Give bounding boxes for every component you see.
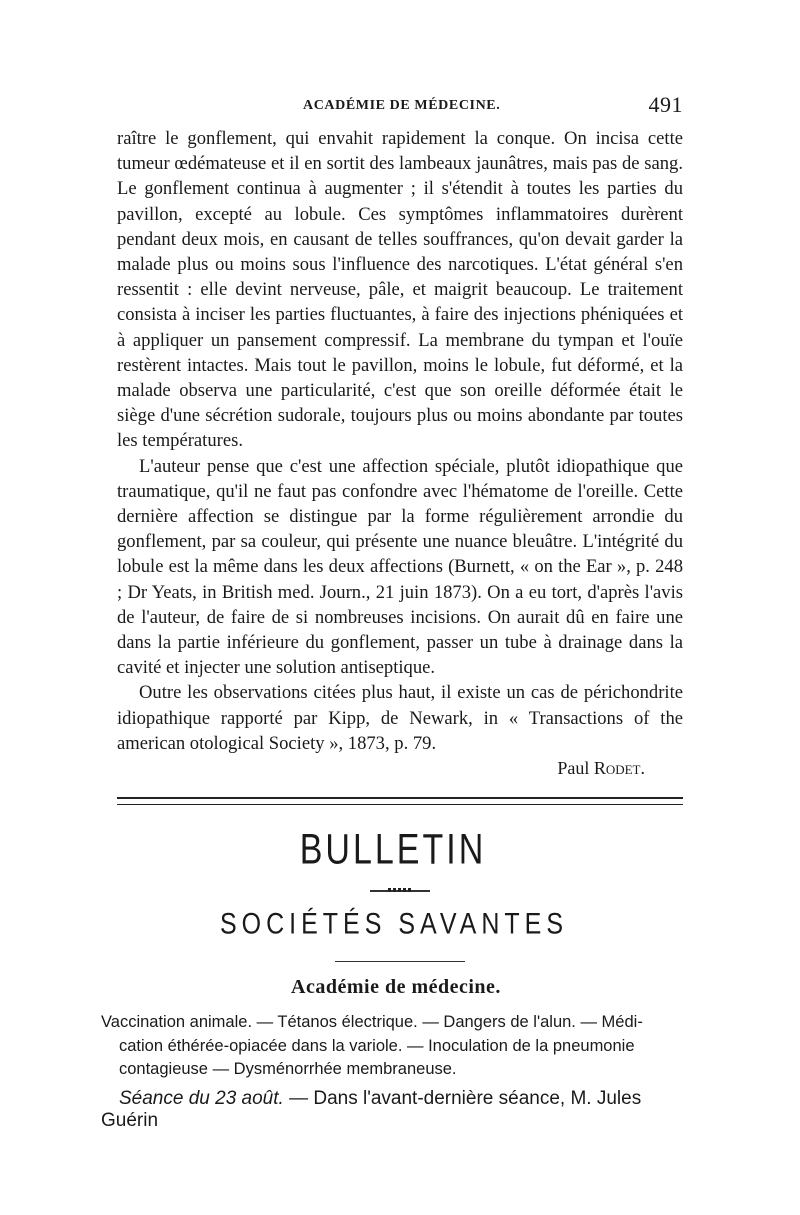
seance-date: Séance du 23 août. xyxy=(119,1087,284,1109)
page-number: 491 xyxy=(648,92,683,117)
signature-first-name: Paul xyxy=(557,758,590,779)
societes-title: SOCIÉTÉS SAVANTES xyxy=(219,907,569,941)
summary-line: cation éthérée-opiacée dans la variole. — Inoculation de la pneumonie xyxy=(119,1036,635,1055)
paragraph-2: L'auteur pense que c'est une affection spéciale, plutôt idiopathique que traumatique, qu'il ne faut pas confondre avec l'hématome de l'oreille. Cette dernière affection se distingue par la forme régulièrement arrondie du gonflement, par sa couleur, qui présente une nuance bleuâtre. L'intégrité du lobule est la même dans les deux affections (Burnett, « on the Ear », p. 248 ; Dr Yeats, in British med. Journ., 21 juin 1873). On a eu tort, d'après l'avis de l'auteur, de faire de si nombreuses incisions. On aurait dû en faire une dans la partie inférieure du gonflement, passer un tube à drainage dans la cavité et injecter une solution antiseptique. xyxy=(117,455,683,679)
running-title: ACADÉMIE DE MÉDECINE. xyxy=(303,98,501,113)
paragraph-1: raître le gonflement, qui envahit rapidement la conque. On incisa cette tumeur œdémateuse et il en sortit des lambeaux jaunâtres, mais pas de sang. Le gonflement continua à augmenter ; il s'étendit à toutes les parties du pavillon, excepté au lobule. Ces symptômes inflammatoires durèrent pendant deux mois, en causant de telles souffrances, qu'on devait garder la malade plus ou moins sous l'influence des narcotiques. L'état général s'en ressentit : elle devint nerveuse, pâle, et maigrit beaucoup. Le traitement consista à inciser les parties fluctuantes, à faire des injections phéniquées et à appliquer un pansement compressif. La membrane du tympan et l'ouïe restèrent intactes. Mais tout le pavillon, moins le lobule, fut déformé, et la malade observa une particularité, c'est que son oreille déformée était le siège d'une sécrétion sudorale, toujours plus ou moins abondante par toutes les températures. xyxy=(117,128,683,452)
article-body xyxy=(117,126,683,756)
running-header xyxy=(117,92,683,126)
signature-last-name: Rodet. xyxy=(593,758,645,779)
session-summary xyxy=(101,1011,683,1082)
summary-line: contagieuse — Dysménorrhée membraneuse. xyxy=(119,1060,457,1079)
author-signature xyxy=(117,758,683,779)
bulletin-title: BULLETIN xyxy=(299,826,487,874)
seance-paragraph xyxy=(101,1088,683,1132)
section-heading: Académie de médecine. xyxy=(291,976,501,999)
document-page xyxy=(101,92,683,1132)
section-divider xyxy=(117,797,683,805)
summary-line: Vaccination animale. — Tétanos électrique. — Dangers de l'alun. — Médi- xyxy=(101,1013,643,1032)
ornament-divider xyxy=(370,890,430,892)
paragraph-3: Outre les observations citées plus haut, il existe un cas de périchondrite idiopathique rapporté par Kipp, de Newark, in « Transactions of the american otological Society », 1873, p. 79. xyxy=(117,682,683,754)
seance-text: — Dans l'avant-dernière séance, M. Jules Guérin xyxy=(101,1087,642,1131)
short-divider xyxy=(335,961,465,962)
